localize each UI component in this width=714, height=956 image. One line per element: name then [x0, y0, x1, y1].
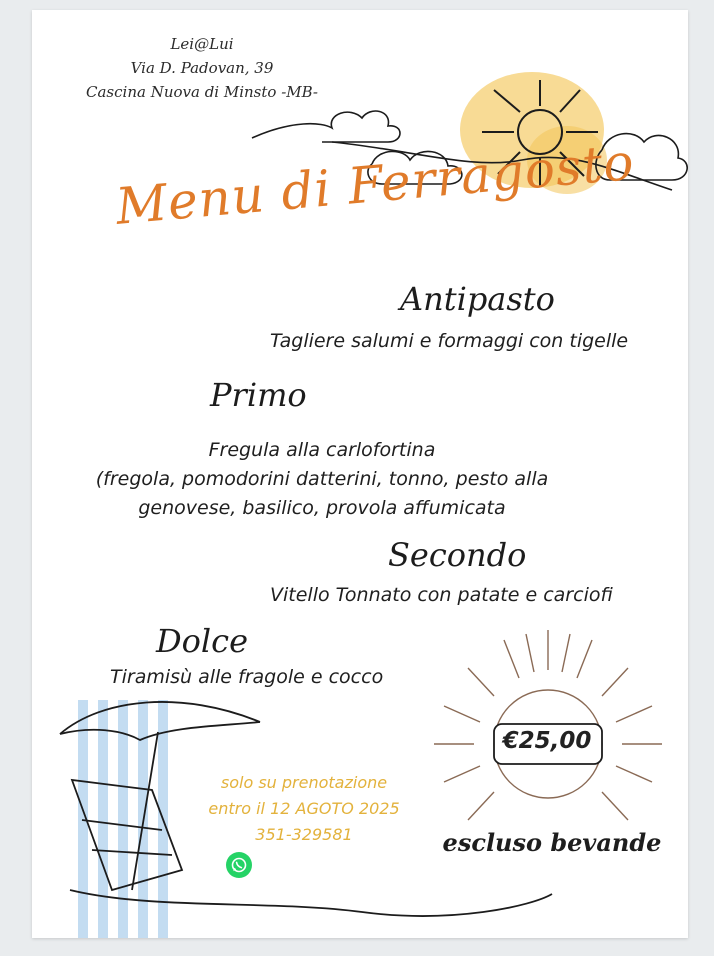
primo-line: (fregola, pomodorini datterini, tonno, pesto alla: [95, 468, 549, 490]
menu-page: [32, 10, 688, 938]
booking-line-2: entro il 12 AGOTO 2025: [208, 799, 400, 818]
venue-street: Via D. Padovan, 39: [130, 59, 274, 77]
antipasto-item: Tagliere salumi e formaggi con tigelle: [270, 330, 629, 352]
venue-address: [52, 32, 352, 104]
dolce-heading: Dolce: [156, 622, 249, 660]
venue-town: Cascina Nuova di Minsto -MB-: [86, 83, 318, 101]
price-value: €25,00: [502, 728, 592, 754]
whatsapp-icon[interactable]: [226, 852, 252, 878]
secondo-item: Vitello Tonnato con patate e carciofi: [270, 584, 613, 606]
booking-info: [194, 770, 414, 848]
booking-phone: 351-329581: [255, 825, 353, 844]
booking-line-1: solo su prenotazione: [220, 773, 388, 792]
dolce-item: Tiramisù alle fragole e cocco: [110, 666, 384, 688]
antipasto-heading: Antipasto: [400, 280, 555, 318]
menu-title: Menu di Ferragosto: [113, 132, 637, 236]
primo-line: genovese, basilico, provola affumicata: [138, 497, 506, 519]
primo-line: Fregula alla carlofortina: [208, 439, 436, 461]
venue-name: Lei@Lui: [170, 35, 234, 53]
secondo-heading: Secondo: [388, 536, 527, 574]
price-note: escluso bevande: [442, 828, 662, 857]
primo-heading: Primo: [210, 376, 307, 414]
primo-description: [32, 436, 612, 523]
